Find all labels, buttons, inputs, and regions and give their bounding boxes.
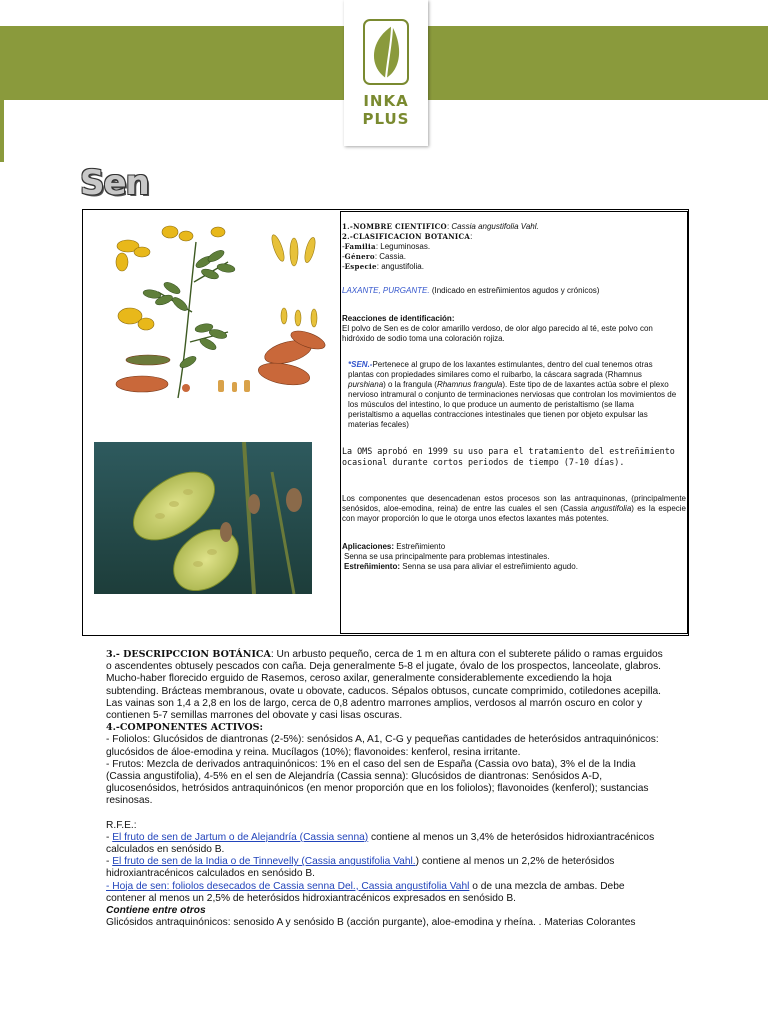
foliolos-text: - Foliolos: Glucósidos de diantronas (2-5%): senósidos A, A1, C-G y pequeñas cantidades de heterósidos antraquinónicos: glucósidos de áloe-emodina y reina. Mucílagos (10%); flavonoides: kenferol, resina irritante. xyxy=(106,734,659,758)
componentes-text xyxy=(342,494,686,524)
rfe-link-1[interactable]: El fruto de sen de Jartum o de Alejandría (Cassia senna) xyxy=(112,831,369,843)
rfe-item-3 xyxy=(106,881,666,905)
nombre-cientifico: 1.-NOMBRE CIENTIFICO: Cassia angustifolia Vahl. xyxy=(342,222,539,231)
rfe-dash-2: - xyxy=(106,856,113,868)
leaf-icon xyxy=(362,18,410,86)
clasificacion-label: 2.-CLASIFICACION BOTANICA xyxy=(342,232,471,241)
rfe-rest-3: o de una mezcla de ambas. Debe contener al menos un 2,5% de heterósidos hidroxiantracénicos expresados en senósido B. xyxy=(106,880,625,904)
componentes-1: Los componentes que desencadenan estos procesos son las antraquinonas, (principalmente senósidos, aloe-emodina, reina) de entre las cuales el sen (Cassia xyxy=(342,494,686,513)
componentes-italic: angustifolia xyxy=(590,504,632,513)
rfe-item-2 xyxy=(106,856,666,880)
familia-row: -Familia: Leguminosas. xyxy=(342,242,431,251)
descripcion-paragraph xyxy=(106,649,666,722)
especie-row: -Especie: angustifolia. xyxy=(342,262,424,271)
estrenimiento-label: Estreñimiento: xyxy=(344,562,401,571)
sen-text-3: ). Este tipo de de laxantes actúa sobre el plexo nervioso intramural o conjunto de terminaciones nerviosas que controlan los movimientos de los músculos del intestino, lo que produce un aumento de peristaltismo (se llama peristaltismo a aquellas contracciones intestinales que tienen por objeto expulsar las materias fecales) xyxy=(348,380,677,429)
aplicaciones-label: Aplicaciones: xyxy=(342,542,395,551)
inka-plus-logo[interactable] xyxy=(344,0,428,146)
genero-value: Cassia. xyxy=(379,252,406,261)
componentes-heading: 4.-COMPONENTES ACTIVOS: xyxy=(106,722,264,734)
rfe-link-2[interactable]: El fruto de sen de la India o de Tinnevelly (Cassia angustifolia Vahl. xyxy=(112,856,416,868)
oms-text: La OMS aprobó en 1999 su uso para el tratamiento del estreñimiento ocasional durante cortos periodos de tiempo (7-10 días). xyxy=(342,446,675,467)
aplicaciones-line2: Senna se usa principalmente para problemas intestinales. xyxy=(344,552,550,561)
descripcion-label: 3.- DESCRIPCCION BOTÁNICA xyxy=(106,649,271,660)
rfe-rest-2: ) contiene al menos un 2,2% de heterósidos hidroxiantracénicos calculados en senósido B. xyxy=(106,856,615,880)
sen-italic-1: purshiana xyxy=(348,380,384,389)
contiene-text: Glicósidos antraquinónicos: senosido A y senósido B (acción purgante), aloe-emodina y rheína. . Materias Colorantes xyxy=(106,917,636,929)
nombre-label: 1.-NOMBRE CIENTIFICO xyxy=(342,222,447,231)
reacciones-text: El polvo de Sen es de color amarillo verdoso, de olor algo parecido al té, este polvo con hidróxido de sodio toma una coloración rojiza. xyxy=(342,324,653,343)
rfe-rest-1: contiene al menos un 3,4% de heterósidos hidroxiantracénicos calculados en senósido B. xyxy=(106,831,655,856)
especie-label: Especie xyxy=(344,262,377,271)
logo-text-line1: INKA xyxy=(363,92,409,110)
frutos-text: - Frutos: Mezcla de derivados antraquinónicos: 1% en el caso del sen de España (Cassia ovo bata), 3% el de la India (Cassia angustifolia), 4-5% en el sen de Alejandría (Cassia senna): Glucósidos de diantronas: Senósidos A-D, glucosenósidos, hetrósidos antraquinónicos (en menor proporción que en los foliolos); flavonoides (kenferol); sustancias resinosas. xyxy=(106,758,649,807)
descripcion-text: : Un arbusto pequeño, cerca de 1 m en altura con el subterete pálido o ramas erguidos o ascendentes obtusely pescados con caña. Deja generalmente 5-8 el jugate, óvalo de los prospectos, lanceolate, glabros. Mucho-haber florecido erguido de Rasemos, ceroso axilar, generalmente considerablemente excediendo la hoja subtending. Brácteas membranous, ovate u obovate, caducos. Sépalos obtusos, cuncate comprimido, cotiledones acepilla. Las vainas son 1,4 a 2,8 en los de largo, cerca de 0,8 adentro marrones amplios, verdosos al marrón oscuro en color y contienen 5-7 semillas marrones del obovate y casi lisas oscuras. xyxy=(106,649,663,722)
rfe-link-3[interactable]: - Hoja de sen: foliolos desecados de Cassia senna Del., Cassia angustifolia Vahl xyxy=(106,880,470,892)
clasificacion: 2.-CLASIFICACION BOTANICA: xyxy=(342,232,473,241)
sen-text-1: Pertenece al grupo de los laxantes estimulantes, dentro del cual tenemos otras plantas con propiedades similares como el ruibarbo, la cáscara sagrada (Rhamnus xyxy=(348,360,653,379)
uso-row xyxy=(342,286,686,296)
familia-value: Leguminosas. xyxy=(380,242,431,251)
sen-label: *SEN.- xyxy=(348,360,373,369)
familia-label: Familia xyxy=(344,242,376,251)
body-text xyxy=(106,649,666,929)
rfe-item-1 xyxy=(106,832,666,856)
uso-label: LAXANTE, PURGANTE. xyxy=(342,286,430,295)
especie-value: angustifolia. xyxy=(381,262,424,271)
botanical-illustration xyxy=(108,222,330,400)
aplicaciones-value: Estreñimiento xyxy=(396,542,446,551)
sen-paragraph xyxy=(342,360,686,430)
logo-text-line2: PLUS xyxy=(362,110,410,128)
sen-text-2: ) o la frangula ( xyxy=(383,380,437,389)
aplicaciones-row xyxy=(342,542,686,552)
senna-pods-photo xyxy=(94,442,312,594)
genero-row: -Género: Cassia. xyxy=(342,252,406,261)
info-panel xyxy=(342,222,686,572)
page-title: Sen xyxy=(80,163,149,203)
reacciones-title: Reacciones de identificación: xyxy=(342,314,455,323)
contiene-label: Contiene entre otros xyxy=(106,905,206,917)
sen-italic-2: Rhamnus frangula xyxy=(436,380,503,389)
header-band-edge xyxy=(0,100,4,162)
uso-value: (Indicado en estreñimientos agudos y crónicos) xyxy=(431,286,600,295)
componentes-2: ) es la especie con mayor proporción lo que le otorga unos efectos laxantes más potentes. xyxy=(342,504,686,523)
nombre-value: Cassia angustifolia Vahl. xyxy=(451,222,539,231)
estrenimiento-row xyxy=(342,562,686,572)
estrenimiento-value: Senna se usa para aliviar el estreñimiento agudo. xyxy=(402,562,578,571)
rfe-dash-1: - xyxy=(106,831,113,843)
rfe-label: R.F.E.: xyxy=(106,819,137,831)
genero-label: Género xyxy=(344,252,375,261)
